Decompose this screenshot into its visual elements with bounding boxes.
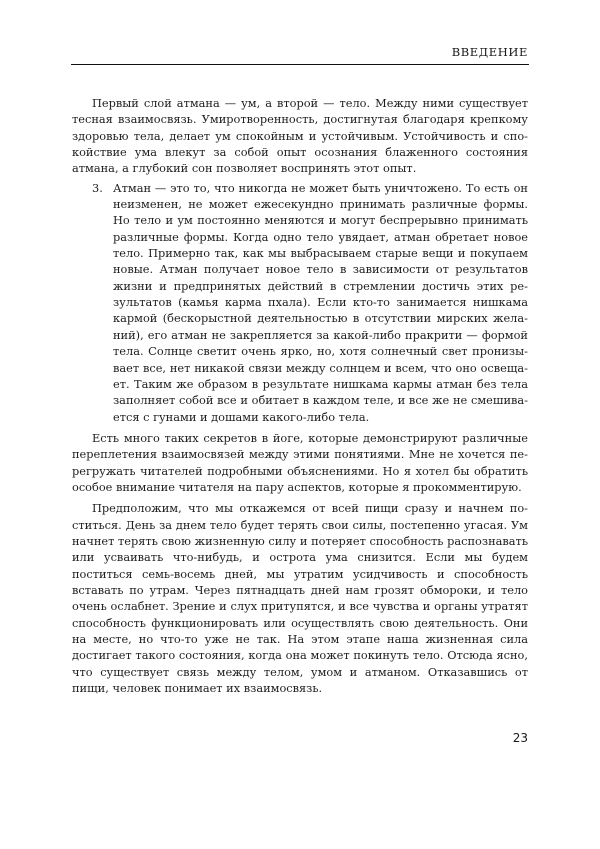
list-item-text: Атман — это то, что никогда не может быть уничтожено. То есть он неизменен, не может ежесекундно принимать различные формы. Но тело и ум постоянно меняются и могут беспрерывно принимать различные формы. Когда одно тело увядает, атман обретает новое тело. Примерно так, как мы выбрасываем старые вещи и покупаем новые. Атман получает новое тело в зависимости от результатов жизни и предпринятых действий в стремлении достичь этих результатов (камья карма пхала). Если кто-то занимается нишкама кармой (бескорыстной деятельностью в отсутствии мирских желаний), его атман не закрепляется за какой-либо пракрити — формой тела. Солнце светит очень ярко, но, хотя солнечный свет пронизывает все, нет никакой связи между солнцем и всем, что оно освещает. Таким же образом в результате нишкама кармы атман без тела заполняет собой все и обитает в каждом теле, и все же не смешивается с гунами и дошами какого-либо тела. [113, 180, 528, 424]
page-number: 23 [512, 731, 528, 745]
list-number: 3. [92, 180, 103, 195]
page-body [72, 95, 528, 696]
header-rule [71, 64, 529, 65]
paragraph-3: Предположим, что мы откажемся от всей пищи сразу и начнем поститься. День за днем тело будет терять свои силы, постепенно угасая. Ум начнет терять свою жизненную силу и потеряет способность распознавать или усваивать что-нибудь, и острота ума снизится. Если мы будем поститься семь-восемь дней, мы утратим усидчивость и способность вставать по утрам. Через пятнадцать дней нам грозят обмороки, и тело очень ослабнет. Зрение и слух притупятся, и все чувства и органы утратят способность функционировать или осуществлять свою деятельность. Они на месте, но что-то уже не так. На этом этапе наша жизненная сила достигает такого состояния, когда она может покинуть тело. Отсюда ясно, что существует связь между телом, умом и атманом. Отказавшись от пищи, человек понимает их взаимосвязь. [72, 501, 528, 696]
numbered-list-item [92, 180, 528, 425]
paragraph-1: Первый слой атмана — ум, а второй — тело. Между ними существует тесная взаимосвязь. Умиротворенность, достигнутая благодаря крепкому здоровью тела, делает ум спокойным и устойчивым. Устойчивость и спокойствие ума влекут за собой опыт осознания блаженного состояния атмана, а глубокий сон позволяет воспринять этот опыт. [72, 96, 528, 176]
paragraph-2: Есть много таких секретов в йоге, которые демонстрируют различные переплетения взаимосвязей между этими понятиями. Мне не хочется перегружать читателей подробными объяснениями. Но я хотел бы обратить особое внимание читателя на пару аспектов, которые я прокомментирую. [72, 430, 528, 494]
running-header: ВВЕДЕНИЕ [451, 45, 528, 59]
